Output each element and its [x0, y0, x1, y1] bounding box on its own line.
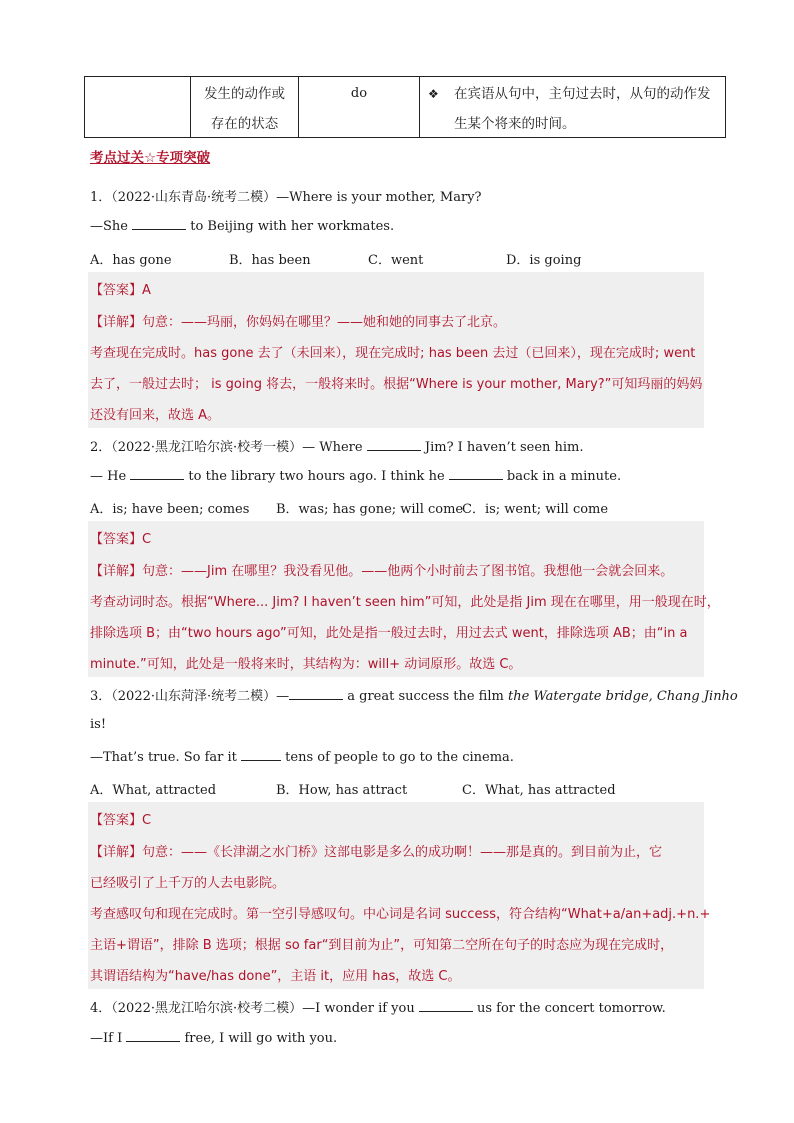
table-cell-form	[299, 77, 420, 137]
question-3-stem-line2: —That’s true. So far it tens of people to go to the cinema.	[90, 750, 514, 765]
question-1-options	[90, 249, 581, 268]
option-b: B．was; has gone; will come	[276, 502, 464, 517]
detail-line: minute.”可知，此处是一般将来时，其结构为：will+ 动词原形。故选 C。	[90, 657, 522, 672]
answer-box-1	[88, 272, 704, 428]
answer-box-2	[88, 521, 720, 677]
table-cell-meaning-line2: 存在的状态	[210, 116, 279, 132]
option-a: A．What, attracted	[90, 783, 217, 798]
detail-line: 【详解】句意：——玛丽，你妈妈在哪里？——她和她的同事去了北京。	[90, 315, 507, 330]
table-cell-usage-line1: 在宾语从句中，主句过去时，从句的动作发	[454, 86, 711, 102]
option-b: B．has been	[229, 253, 311, 268]
question-2-stem-line2: — He to the library two hours ago. I think he back in a minute.	[90, 469, 622, 484]
answer-blank	[126, 1029, 180, 1042]
detail-line: 考查感叹句和现在完成时。第一空引导感叹句。中心词是名词 success，符合结构“What+a/an+adj.+n.+	[90, 907, 711, 922]
option-c: C．What, has attracted	[462, 783, 616, 798]
detail-line: 主语+谓语”，排除 B 选项；根据 so far“到目前为止”，可知第二空所在句子的时态应为现在完成时，	[90, 938, 674, 953]
detail-line: 【详解】句意：——Jim 在哪里？我没看见他。——他两个小时前去了图书馆。我想他一会就会回来。	[90, 564, 674, 579]
question-4-stem-line1: 4．（2022·黑龙江哈尔滨·校考二模）—I wonder if you us for the concert tomorrow.	[90, 1001, 666, 1016]
question-2-options	[90, 498, 608, 517]
question-2-stem-line1: 2．（2022·黑龙江哈尔滨·校考一模）— Where Jim? I haven’t seen him.	[90, 440, 584, 455]
detail-line: 已经吸引了上千万的人去电影院。	[90, 876, 286, 891]
option-c: C．went	[368, 253, 424, 268]
diamond-bullet-icon: ❖	[428, 87, 439, 101]
detail-line: 其谓语结构为“have/has done”，主语 it，应用 has，故选 C。	[90, 969, 461, 984]
question-1-stem-line2: —She to Beijing with her workmates.	[90, 219, 395, 234]
question-3-options	[90, 779, 616, 798]
detail-line: 去了，一般过去时； is going 将去，一般将来时。根据“Where is your mother, Mary?”可知玛丽的妈妈	[90, 377, 703, 392]
option-b: B．How, has attract	[276, 783, 408, 798]
option-a: A．has gone	[90, 253, 172, 268]
detail-line: 排除选项 B；由“two hours ago”可知，此处是指一般过去时，用过去式 went，排除选项 AB；由“in a	[90, 626, 688, 641]
answer-blank	[367, 438, 421, 451]
detail-line: 考查现在完成时。has gone 去了（未回来），现在完成时; has been 去过（已回来），现在完成时; went	[90, 346, 696, 361]
detail-line: 考查动词时态。根据“Where... Jim? I haven’t seen him”可知，此处是指 Jim 现在在哪里，用一般现在时，	[90, 595, 720, 610]
answer-blank	[130, 467, 184, 480]
question-4-stem-line2: —If I free, I will go with you.	[90, 1031, 338, 1046]
table-cell-meaning	[191, 77, 299, 137]
answer-blank	[289, 687, 343, 700]
answer-blank	[132, 217, 186, 230]
detail-line: 【详解】句意：——《长津湖之水门桥》这部电影是多么的成功啊！——那是真的。到目前为止，它	[90, 845, 663, 860]
answer-label: 【答案】C	[90, 813, 152, 828]
option-a: A．is; have been; comes	[90, 502, 250, 517]
film-title: the Watergate bridge, Chang Jinho	[507, 689, 738, 704]
answer-blank	[449, 467, 503, 480]
section-title: 考点过关☆专项突破	[90, 150, 211, 166]
table-cell-empty	[85, 77, 191, 137]
question-1-stem-line1: 1．（2022·山东青岛·统考二模）—Where is your mother, Mary?	[90, 190, 482, 205]
table-cell-usage-line2: 生某个将来的时间。	[454, 116, 576, 132]
answer-label: 【答案】C	[90, 532, 152, 547]
question-3-stem-line1: 3．（2022·山东菏泽·统考二模）— a great success the film the Watergate bridge, Chang Jinho	[90, 689, 738, 704]
table-cell-usage	[420, 77, 725, 137]
table-cell-meaning-line1: 发生的动作或	[204, 86, 285, 102]
grammar-table-row	[84, 76, 726, 138]
answer-box-3	[88, 802, 711, 989]
table-cell-form-text: do	[350, 86, 368, 101]
option-c: C．is; went; will come	[462, 502, 609, 517]
option-d: D．is going	[506, 253, 582, 268]
answer-label: 【答案】A	[90, 283, 151, 298]
answer-blank	[241, 748, 281, 761]
question-3-stem-line1-cont: is!	[90, 717, 107, 732]
detail-line: 还没有回来，故选 A。	[90, 408, 221, 423]
answer-blank	[419, 999, 473, 1012]
